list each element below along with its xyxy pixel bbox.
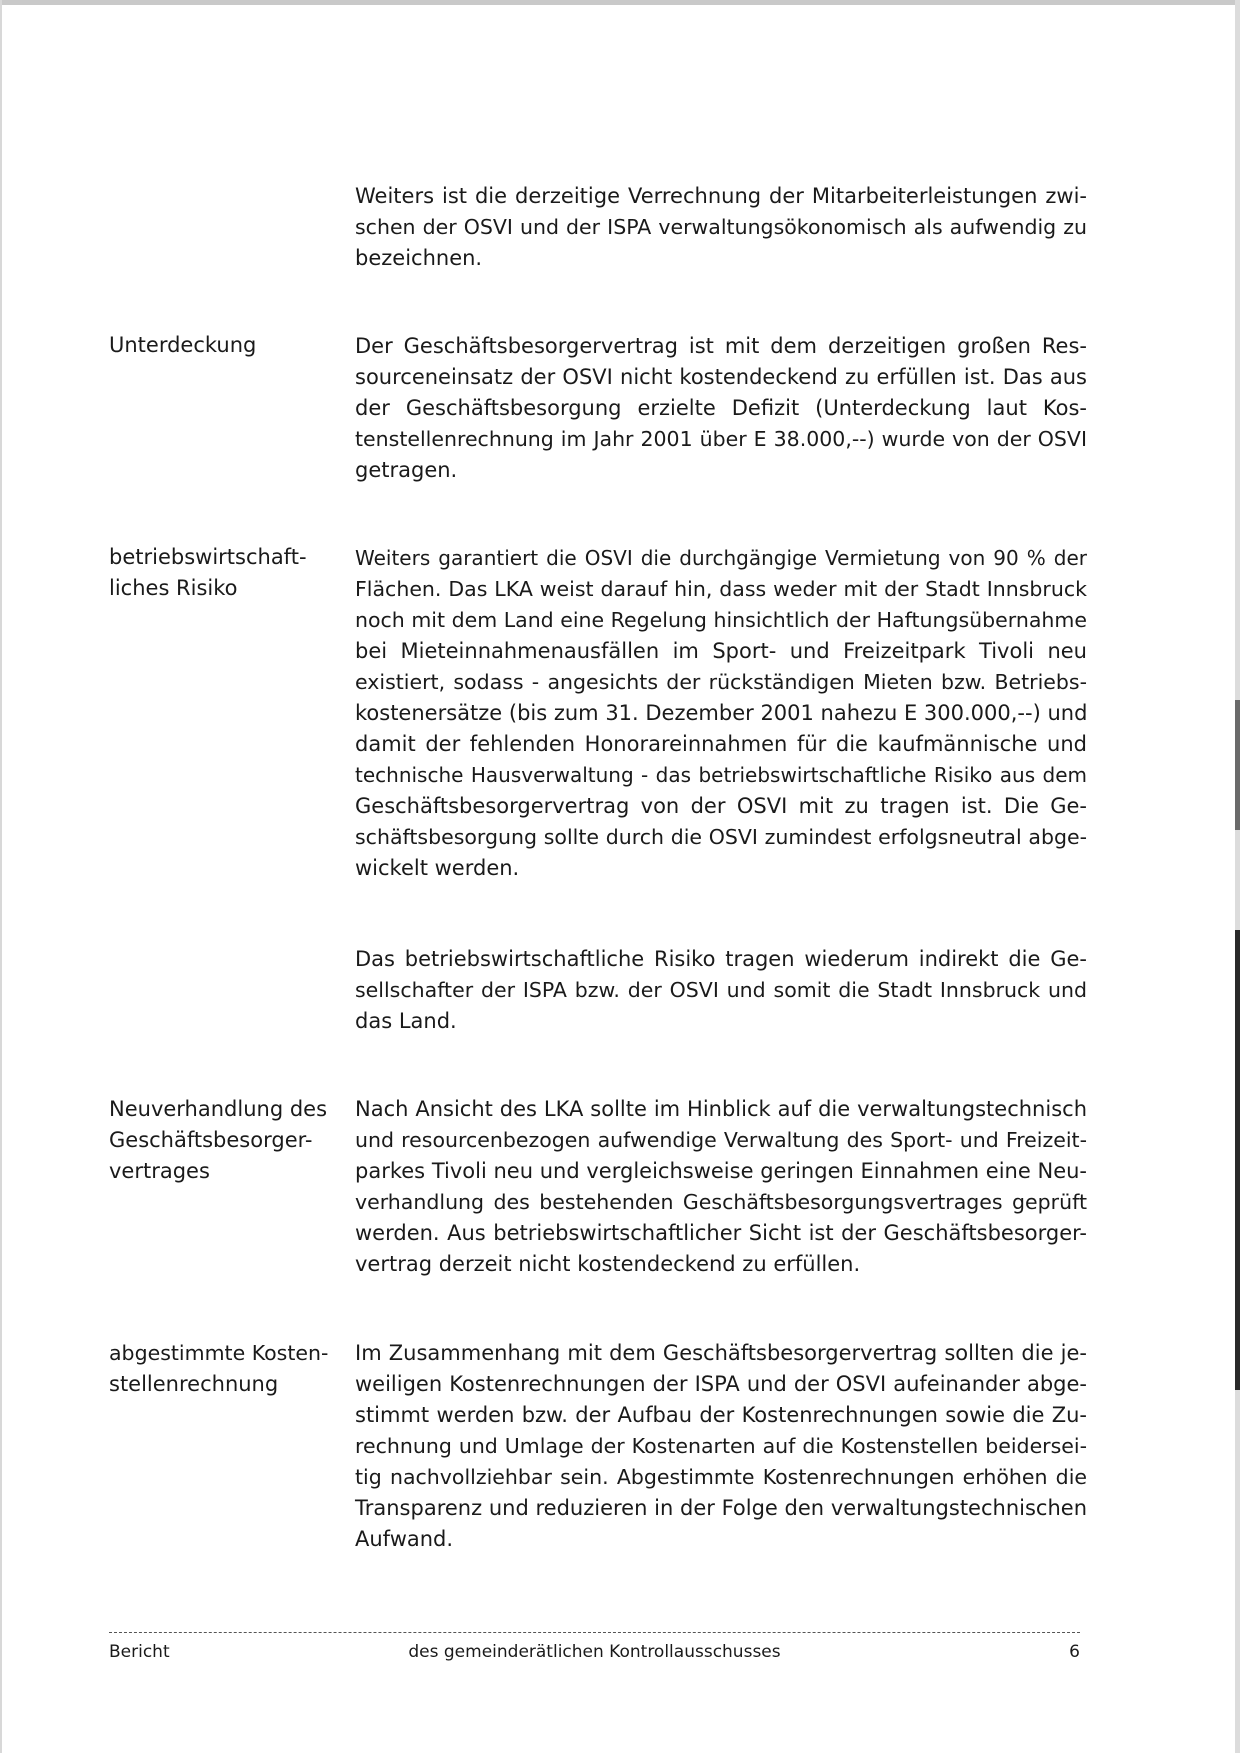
footer-left-text: Bericht (109, 1642, 170, 1662)
margin-label-neuverhandlung (109, 1094, 329, 1187)
paragraph-unterdeckung (355, 331, 1087, 486)
text-line: das Land. (355, 1009, 457, 1033)
text-line: bezeichnen. (355, 246, 483, 270)
text-line: parkes Tivoli neu und vergleichsweise geringen Einnahmen eine Neu- (355, 1159, 1087, 1183)
scan-edge-left (0, 0, 2, 1753)
label-line: Unterdeckung (109, 333, 257, 357)
page-number: 6 (1069, 1642, 1080, 1662)
text-line: vertrag derzeit nicht kostendeckend zu erfüllen. (355, 1252, 861, 1276)
paragraph-kostenstellenrechnung (355, 1338, 1087, 1555)
text-line: verhandlung des bestehenden Geschäftsbesorgungsvertrages geprüft (355, 1190, 1087, 1214)
text-line: Flächen. Das LKA weist darauf hin, dass weder mit der Stadt Innsbruck (355, 577, 1087, 601)
text-line: weiligen Kostenrechnungen der ISPA und der OSVI aufeinander abge- (355, 1372, 1087, 1396)
text-line: Aufwand. (355, 1527, 454, 1551)
text-line: werden. Aus betriebswirtschaftlicher Sicht ist der Geschäftsbesorger- (355, 1221, 1087, 1245)
text-line: kostenersätze (bis zum 31. Dezember 2001 nahezu E 300.000,--) und (355, 701, 1088, 725)
paragraph-neuverhandlung (355, 1094, 1087, 1280)
text-line: tig nachvollziehbar sein. Abgestimmte Kostenrechnungen erhöhen die (355, 1465, 1087, 1489)
label-line: stellenrechnung (109, 1372, 279, 1396)
text-line: schäftsbesorgung sollte durch die OSVI zumindest erfolgsneutral abge- (355, 825, 1087, 849)
text-line: noch mit dem Land eine Regelung hinsichtlich der Haftungsübernahme (355, 608, 1087, 632)
text-line: Das betriebswirtschaftliche Risiko tragen wiederum indirekt die Ge- (355, 947, 1087, 971)
footer-center-text: des gemeinderätlichen Kontrollausschusses (408, 1642, 781, 1662)
text-line: Weiters ist die derzeitige Verrechnung der Mitarbeiterleistungen zwi- (355, 184, 1087, 208)
text-line: Geschäftsbesorgervertrag von der OSVI mit zu tragen ist. Die Ge- (355, 794, 1087, 818)
scan-edge-right (1235, 0, 1240, 1753)
page-footer (109, 1638, 1080, 1666)
text-line: schen der OSVI und der ISPA verwaltungsökonomisch als aufwendig zu (355, 215, 1087, 239)
text-line: technische Hausverwaltung - das betriebswirtschaftliche Risiko aus dem (355, 763, 1087, 787)
text-line: sellschafter der ISPA bzw. der OSVI und somit die Stadt Innsbruck und (355, 978, 1087, 1002)
text-line: Im Zusammenhang mit dem Geschäftsbesorgervertrag sollten die je- (355, 1341, 1087, 1365)
scan-edge-shadow (1235, 930, 1240, 1390)
paragraph-risiko (355, 543, 1087, 884)
margin-label-unterdeckung (109, 330, 329, 361)
footer-divider (109, 1632, 1080, 1633)
text-line: getragen. (355, 458, 458, 482)
label-line: abgestimmte Kosten- (109, 1341, 329, 1365)
text-line: damit der fehlenden Honorareinnahmen für die kaufmännische und (355, 732, 1087, 756)
text-line: Weiters garantiert die OSVI die durchgängige Vermietung von 90 % der (355, 546, 1087, 570)
text-line: wickelt werden. (355, 856, 520, 880)
label-line: Neuverhandlung des (109, 1097, 328, 1121)
scan-edge-top (0, 0, 1240, 5)
label-line: vertrages (109, 1159, 210, 1183)
text-line: und resourcenbezogen aufwendige Verwaltung des Sport- und Freizeit- (355, 1128, 1087, 1152)
text-line: rechnung und Umlage der Kostenarten auf die Kostenstellen beidersei- (355, 1434, 1087, 1458)
margin-label-risiko (109, 542, 329, 604)
margin-label-kostenstellenrechnung (109, 1338, 329, 1400)
paragraph-risiko-continued (355, 944, 1087, 1037)
text-line: stimmt werden bzw. der Aufbau der Kostenrechnungen sowie die Zu- (355, 1403, 1087, 1427)
scan-edge-shadow (1235, 700, 1240, 830)
text-line: Transparenz und reduzieren in der Folge den verwaltungstechnischen (355, 1496, 1087, 1520)
text-line: bei Mieteinnahmenausfällen im Sport- und Freizeitpark Tivoli neu (355, 639, 1087, 663)
text-line: Nach Ansicht des LKA sollte im Hinblick auf die verwaltungstechnisch (355, 1097, 1087, 1121)
label-line: betriebswirtschaft- (109, 545, 307, 569)
text-line: der Geschäftsbesorgung erzielte Defizit (Unterdeckung laut Kos- (355, 396, 1087, 420)
label-line: liches Risiko (109, 576, 238, 600)
text-line: tenstellenrechnung im Jahr 2001 über E 38.000,--) wurde von der OSVI (355, 427, 1087, 451)
intro-paragraph (355, 181, 1087, 274)
text-line: Der Geschäftsbesorgervertrag ist mit dem derzeitigen großen Res- (355, 334, 1087, 358)
text-line: sourceneinsatz der OSVI nicht kostendeckend zu erfüllen ist. Das aus (355, 365, 1087, 389)
text-line: existiert, sodass - angesichts der rückständigen Mieten bzw. Betriebs- (355, 670, 1087, 694)
label-line: Geschäftsbesorger- (109, 1128, 313, 1152)
